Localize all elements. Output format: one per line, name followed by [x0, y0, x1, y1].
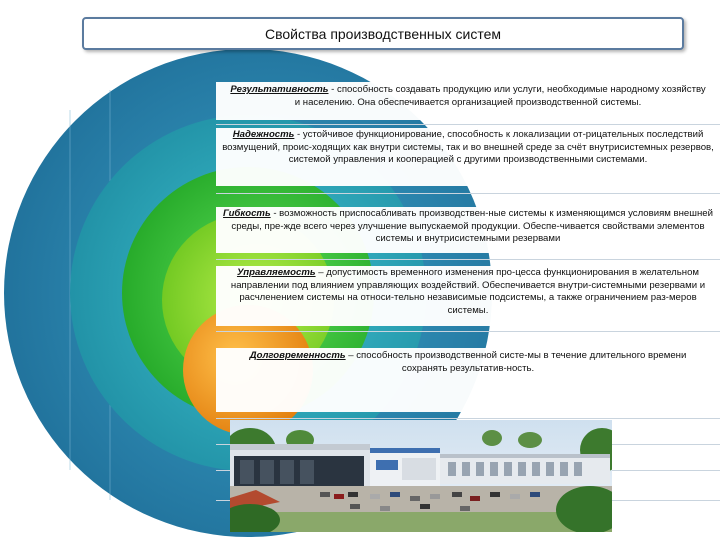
separator [216, 259, 720, 260]
separator [216, 331, 720, 332]
property-term: Надежность [232, 129, 295, 140]
property-reliability [216, 128, 720, 186]
factory-photo [230, 420, 612, 532]
separator [216, 418, 720, 419]
property-longevity [216, 348, 720, 412]
page-title: Свойства производственных систем [82, 17, 684, 50]
property-text: - способность создавать продукцию или услуги, необходимые народному хозяйству и населению. Она обеспечивается организацией производственной системы. [294, 84, 706, 108]
property-term: Результативность [230, 84, 329, 95]
property-flexibility [216, 207, 720, 253]
property-text: – допустимость временного изменения про-цесса функционирования в желательном направлении под влиянием управляющих воздействий. Обеспечивается внутри-системными резервами и расчленением системы на относи-тельно независимые подсистемы, а также ограничением раз-меров системы. [230, 267, 706, 316]
property-text: - устойчивое функционирование, способность к локализации от-рицательных последствий возмущений, проис-ходящих как внутри системы, так и во внешней среде за счёт внутрисистемных резервов, системой управления и кооперацией с другими производственными системами. [222, 129, 714, 166]
separator [216, 124, 720, 125]
property-effectiveness [216, 82, 720, 120]
property-term: Управляемость [236, 267, 316, 278]
property-controllability [216, 266, 720, 326]
property-text: - возможность приспосабливать производствен-ные системы к изменяющимся условиям внешней среды, пре-жде всего через улучшение выпускаемой продукции. Обеспе-чивается свойствами элементов системы и внутрисистемными резервами [231, 208, 713, 245]
property-term: Гибкость [223, 208, 271, 219]
property-text: – способность производственной систе-мы в течение длительного времени сохранять результатив-ность. [345, 350, 687, 374]
factory-image [230, 420, 612, 532]
property-term: Долговременность [249, 350, 346, 361]
separator [216, 193, 720, 194]
